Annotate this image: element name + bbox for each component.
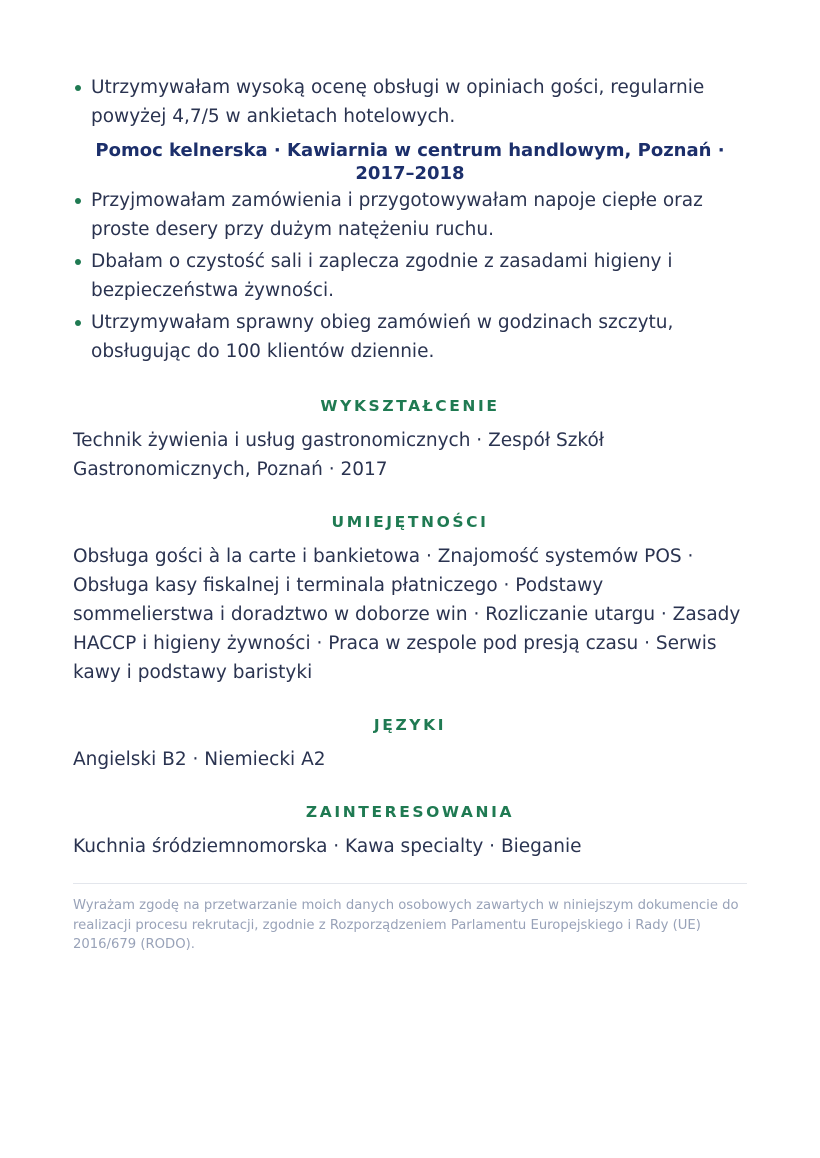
job-title: Pomoc kelnerska · Kawiarnia w centrum handlowym, Poznań · 2017–2018 xyxy=(95,140,725,184)
divider xyxy=(73,883,747,884)
skills-section xyxy=(73,512,747,687)
education-text: Technik żywienia i usług gastronomicznych · Zespół Szkół Gastronomicznych, Poznań · 2017 xyxy=(73,430,605,480)
list-item xyxy=(73,186,747,244)
bullet-dot xyxy=(75,198,81,204)
list-item xyxy=(73,308,747,366)
bullet-text: Dbałam o czystość sali i zaplecza zgodnie z zasadami higieny i bezpieczeństwa żywności. xyxy=(91,251,673,301)
list-item xyxy=(73,73,747,131)
education-section xyxy=(73,396,747,484)
section-heading: ZAINTERESOWANIA xyxy=(305,803,515,821)
section-heading: JĘZYKI xyxy=(373,716,447,734)
interests-text: Kuchnia śródziemnomorska · Kawa specialty · Bieganie xyxy=(73,836,582,857)
bullet-text: Utrzymywałam wysoką ocenę obsługi w opiniach gości, regularnie powyżej 4,7/5 w ankietach hotelowych. xyxy=(91,77,705,127)
list-item xyxy=(73,247,747,305)
languages-section xyxy=(73,715,747,774)
section-heading: UMIEJĘTNOŚCI xyxy=(331,513,489,531)
resume-content xyxy=(73,73,747,955)
gdpr-consent-clause: Wyrażam zgodę na przetwarzanie moich danych osobowych zawartych w niniejszym dokumencie do realizacji procesu rekrutacji, zgodnie z Rozporządzeniem Parlamentu Europejskiego i Rady (UE) 2016/679 (RODO). xyxy=(73,898,739,952)
section-heading: WYKSZTAŁCENIE xyxy=(320,397,500,415)
languages-text: Angielski B2 · Niemiecki A2 xyxy=(73,749,326,770)
previous-job-bullets xyxy=(73,73,747,131)
bullet-text: Utrzymywałam sprawny obieg zamówień w godzinach szczytu, obsługując do 100 klientów dziennie. xyxy=(91,312,674,362)
job-bullets xyxy=(73,186,747,366)
bullet-text: Przyjmowałam zamówienia i przygotowywałam napoje ciepłe oraz proste desery przy dużym natężeniu ruchu. xyxy=(91,190,703,240)
interests-section xyxy=(73,802,747,861)
skills-text: Obsługa gości à la carte i bankietowa · Znajomość systemów POS · Obsługa kasy fiskalnej i terminala płatniczego · Podstawy sommelierstwa i doradztwo w doborze win · Rozliczanie utargu · Zasady HACCP i higieny żywności · Praca w zespole pod presją czasu · Serwis kawy i podstawy baristyki xyxy=(73,546,741,683)
bullet-dot xyxy=(75,259,81,265)
bullet-dot xyxy=(75,85,81,91)
bullet-dot xyxy=(75,320,81,326)
